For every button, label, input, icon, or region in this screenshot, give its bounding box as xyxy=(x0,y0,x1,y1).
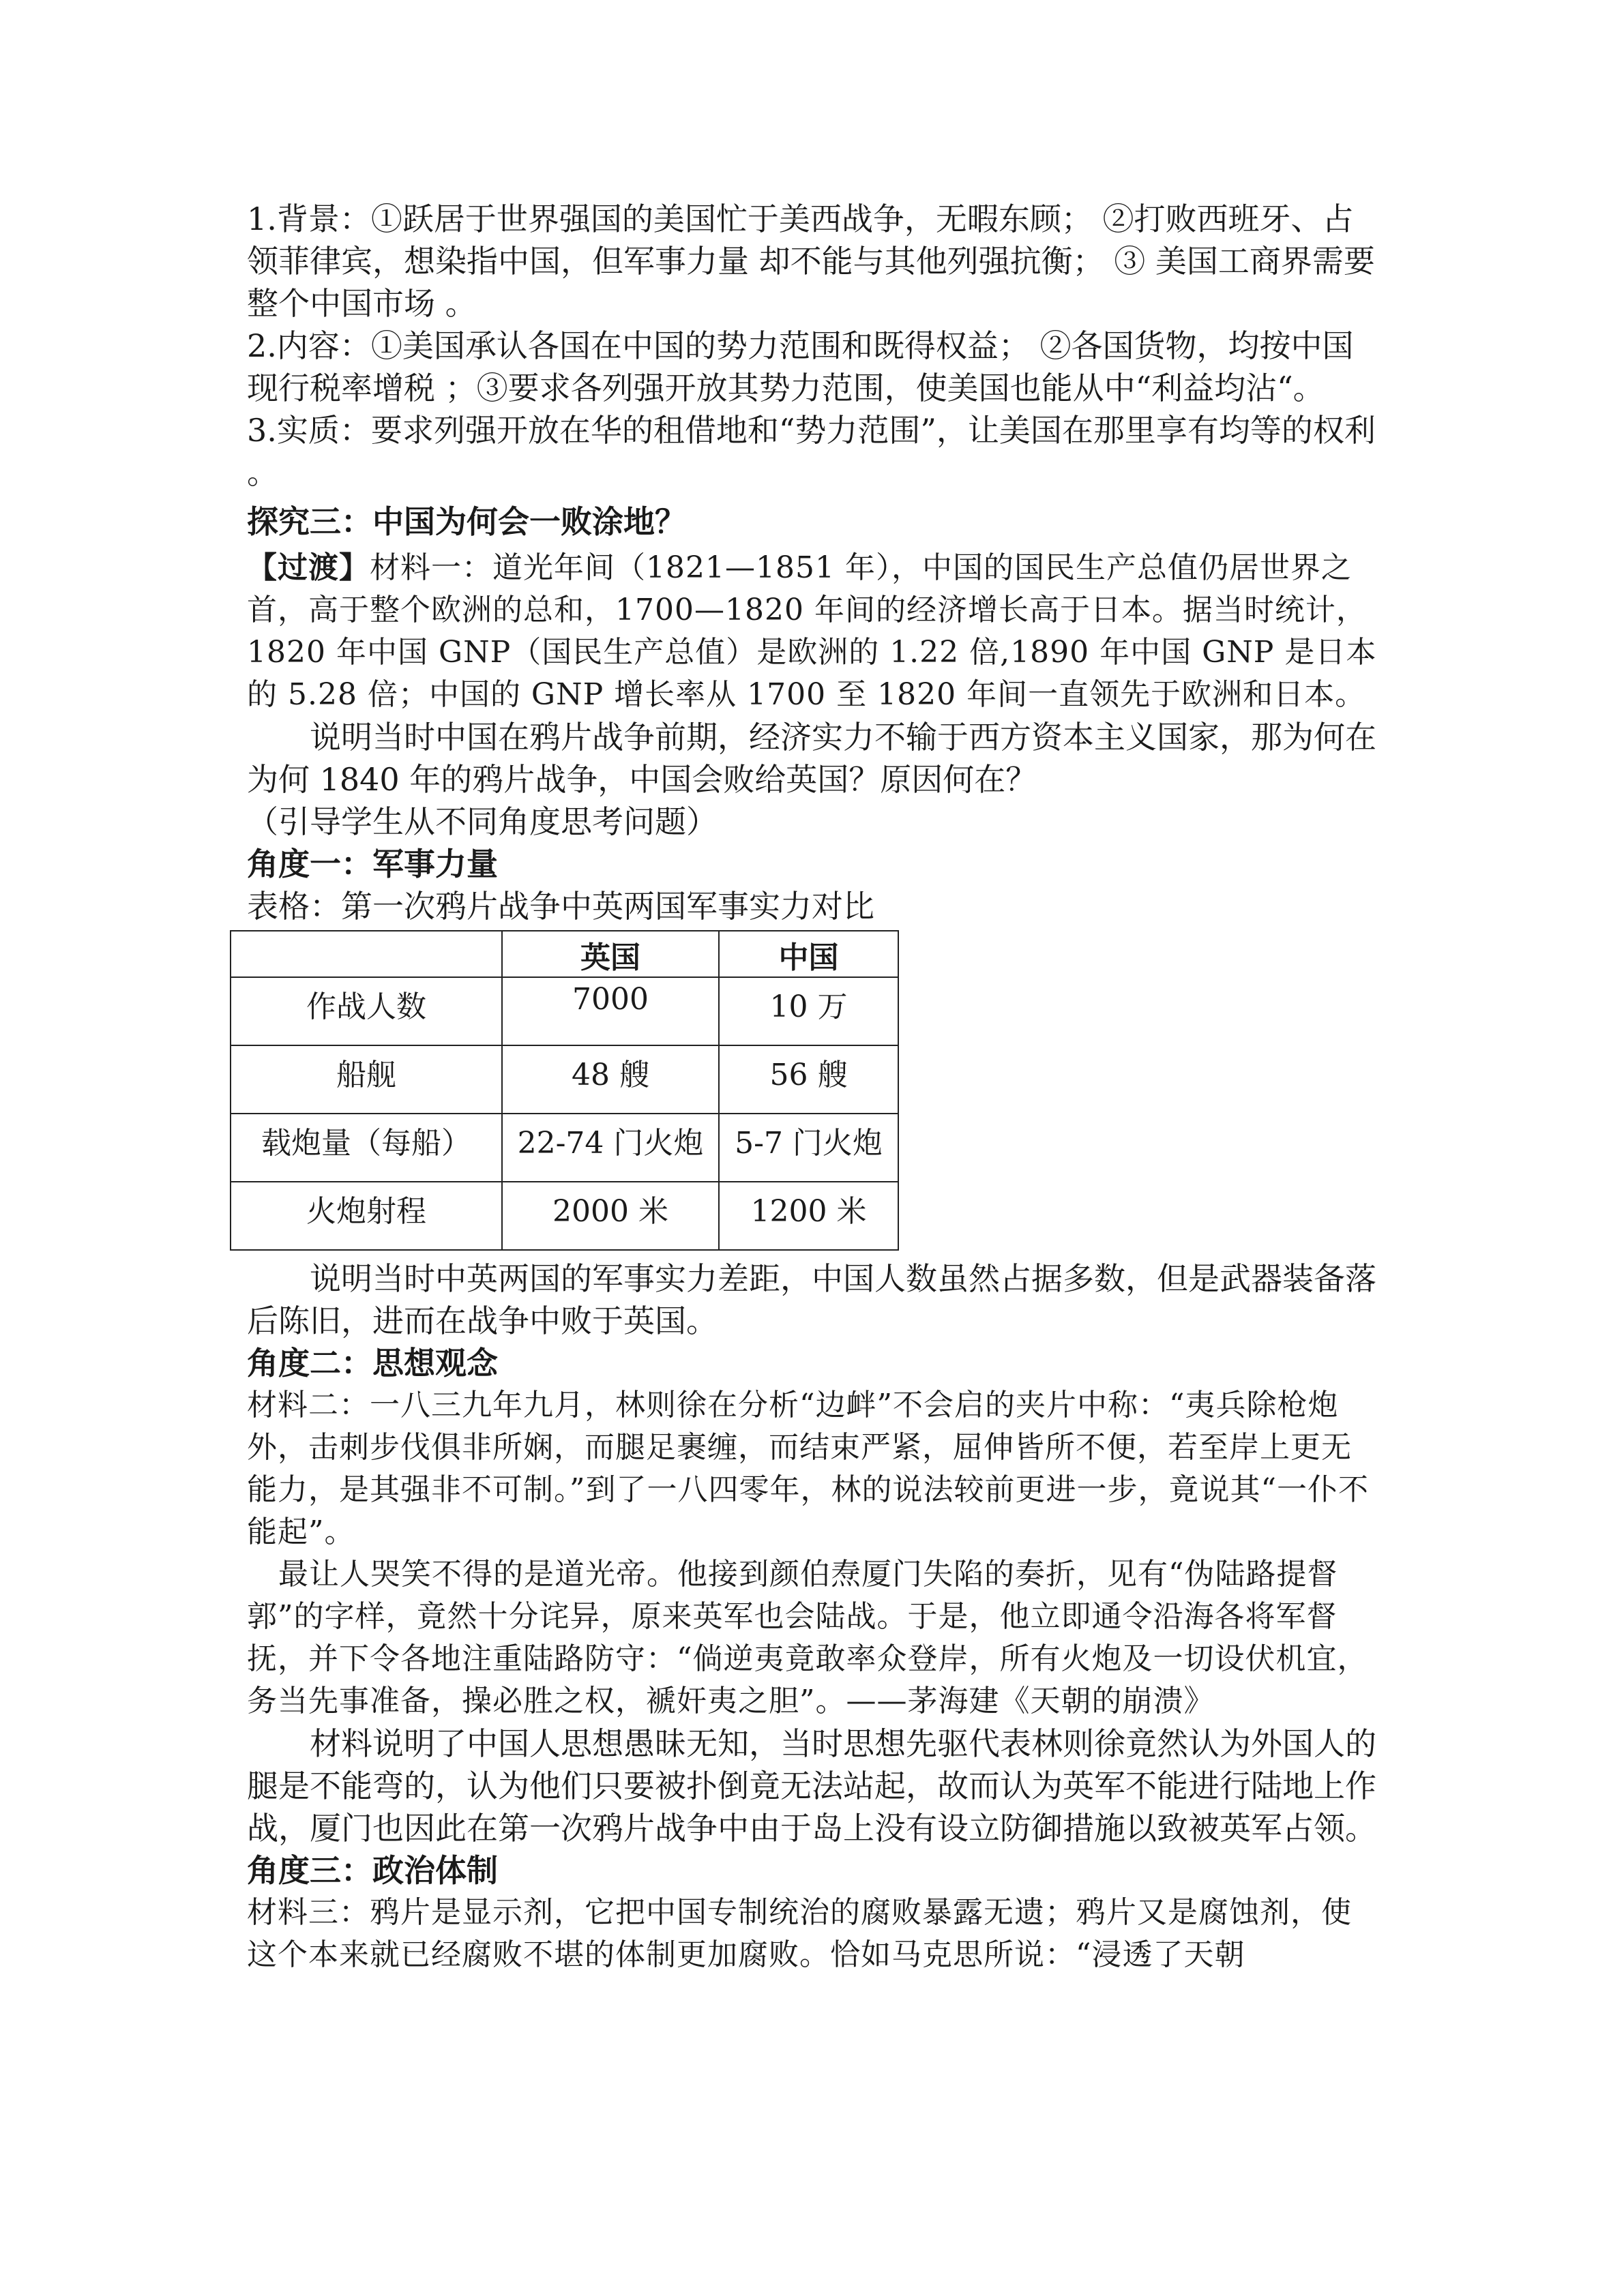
inquiry3-title: 探究三：中国为何会一败涂地？ xyxy=(247,503,686,540)
table-cell: 作战人数 xyxy=(231,977,502,1045)
table-row xyxy=(231,1182,898,1250)
angle1-explain: 说明当时中英两国的军事实力差距，中国人数虽然占据多数，但是武器装备落后陈旧，进而在战争中败于英国。 xyxy=(247,1260,1376,1339)
table-header-cell: 英国 xyxy=(502,931,719,977)
table-cell: 载炮量（每船） xyxy=(231,1114,502,1182)
table-cell: 56 艘 xyxy=(719,1045,898,1114)
table-row xyxy=(231,1114,898,1182)
material2b-text: 最让人哭笑不得的是道光帝。他接到颜伯焘厦门失陷的奏折，见有“伪陆路提督郭”的字样，竟然十分诧异，原来英军也会陆战。于是，他立即通令沿海各将军督抚，并下令各地注重陆路防守：“倘逆夷竟敢率众登岸，所有火炮及一切设伏机宜，务当先事准备，操必胜之权，褫奸夷之胆”。——茅海建《天朝的崩溃》 xyxy=(247,1557,1368,1718)
military-comparison-table xyxy=(230,930,899,1251)
table-caption: 表格：第一次鸦片战争中英两国军事实力对比 xyxy=(247,888,874,925)
angle2-title: 角度二：思想观念 xyxy=(247,1345,498,1382)
table-cell: 火炮射程 xyxy=(231,1182,502,1250)
angle2-explain: 材料说明了中国人思想愚昧无知，当时思想先驱代表林则徐竟然认为外国人的腿是不能弯的，认为他们只要被扑倒竟无法站起，故而认为英军不能进行陆地上作战，厦门也因此在第一次鸦片战争中由于岛上没有设立防御措施以致被英军占领。 xyxy=(247,1725,1376,1847)
table-header-row xyxy=(231,931,898,977)
table-row xyxy=(231,1045,898,1114)
explain1-paragraph: 说明当时中国在鸦片战争前期，经济实力不输于西方资本主义国家，那为何在为何 1840 年的鸦片战争，中国会败给英国？原因何在？ xyxy=(247,719,1376,798)
table-header-cell: 中国 xyxy=(719,931,898,977)
table-cell: 7000 xyxy=(502,977,719,1045)
background-item-2: 2.内容：①美国承认各国在中国的势力范围和既得权益； ②各国货物，均按中国现行税率增税 ；③要求各列强开放其势力范围，使美国也能从中“利益均沾“。 xyxy=(247,327,1354,406)
table-cell: 22-74 门火炮 xyxy=(502,1114,719,1182)
table-cell: 10 万 xyxy=(719,977,898,1045)
table-header-cell xyxy=(231,931,502,977)
angle3-title: 角度三：政治体制 xyxy=(247,1852,498,1889)
table-cell: 5-7 门火炮 xyxy=(719,1114,898,1182)
material2-text: 材料二：一八三九年九月，林则徐在分析“边衅”不会启的夹片中称：“夷兵除枪炮外，击刺步伐俱非所娴，而腿足裹缠，而结束严紧，屈伸皆所不便，若至岸上更无能力，是其强非不可制。”到了一八四零年，林的说法较前更进一步，竟说其“一仆不能起”。 xyxy=(247,1388,1369,1549)
transition-label: 【过渡】 xyxy=(247,550,370,585)
material1-paragraph xyxy=(247,547,1379,716)
material1-text: 材料一：道光年间（1821—1851 年），中国的国民生产总值仍居世界之首，高于整个欧洲的总和，1700—1820 年间的经济增长高于日本。据当时统计，1820 年中国 GNP（国民生产总值）是欧洲的 1.22 倍,1890 年中国 GNP 是日本的 5.28 倍；中国的 GNP 增长率从 1700 至 1820 年间一直领先于欧洲和日本。 xyxy=(247,550,1377,712)
guide-text: （引导学生从不同角度思考问题） xyxy=(247,803,718,840)
table-cell: 2000 米 xyxy=(502,1182,719,1250)
table-cell: 船舰 xyxy=(231,1045,502,1114)
background-item-3: 3.实质：要求列强开放在华的租借地和“势力范围”，让美国在那里享有均等的权利 。 xyxy=(247,412,1376,491)
table-cell: 1200 米 xyxy=(719,1182,898,1250)
table-row xyxy=(231,977,898,1045)
table-cell: 48 艘 xyxy=(502,1045,719,1114)
document-page xyxy=(247,198,1379,1976)
background-item-1: 1.背景：①跃居于世界强国的美国忙于美西战争，无暇东顾； ②打败西班牙、占领菲律宾，想染指中国，但军事力量 却不能与其他列强抗衡； ③ 美国工商界需要整个中国市场 。 xyxy=(247,200,1375,322)
angle1-title: 角度一：军事力量 xyxy=(247,846,498,882)
material3-text: 材料三：鸦片是显示剂，它把中国专制统治的腐败暴露无遗；鸦片又是腐蚀剂，使这个本来就已经腐败不堪的体制更加腐败。恰如马克思所说：“浸透了天朝 xyxy=(247,1895,1352,1972)
